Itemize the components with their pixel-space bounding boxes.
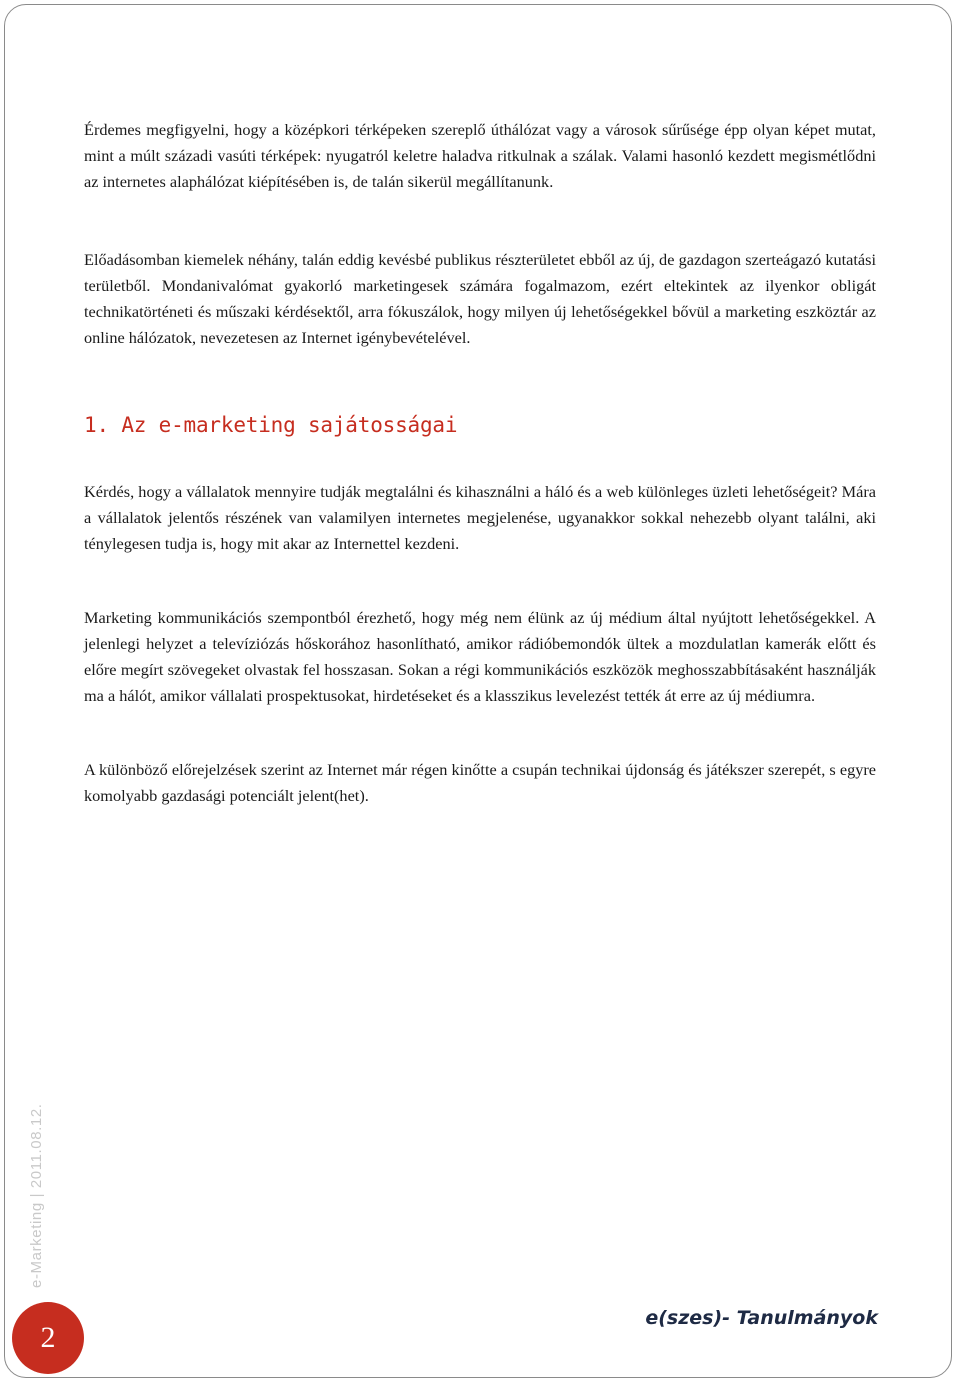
paragraph-presentation-intro: Előadásomban kiemelek néhány, talán eddig kevésbé publikus részterületet ebből az új, de gazdagon szerteágazó kutatási területből. Mondanivalómat gyakorló marketingesek számára fogalmazom, ezért eltekintek az ilyenkor obligát technikatörténeti és műszaki kérdésektől, arra fókuszálok, hogy milyen új lehetőségekkel bővül a marketing eszköztár az online hálózatok, nevezetesen az Internet igénybevételével. xyxy=(84,250,876,347)
section-heading: 1. Az e-marketing sajátosságai xyxy=(84,413,458,437)
paragraph-company-opportunities: Kérdés, hogy a vállalatok mennyire tudják megtalálni és kihasználni a háló és a web különleges üzleti lehetőségeit? Mára a vállalatok jelentős részének van valamilyen internetes megjelenése, ugyanakkor sokkal nehezebb olyant találni, aki ténylegesen tudja is, hogy mit akar az Internettel kezdeni. xyxy=(84,482,876,553)
paragraph-forecasts: A különböző előrejelzések szerint az Internet már régen kinőtte a csupán technikai újdonság és játékszer szerepét, s egyre komolyabb gazdasági potenciált jelent(het). xyxy=(84,760,876,805)
footer-title: e(szes)- Tanulmányok xyxy=(645,1307,878,1329)
side-label: e-Marketing | 2011.08.12. xyxy=(28,1103,45,1288)
page-number: 2 xyxy=(12,1302,84,1374)
paragraph-medieval-maps: Érdemes megfigyelni, hogy a középkori térképeken szereplő úthálózat vagy a városok sűrűsége épp olyan képet mutat, mint a múlt századi vasúti térképek: nyugatról keletre haladva ritkulnak a szálak. Valami hasonló kezdett megismétlődni az internetes alaphálózat kiépítésében is, de talán sikerül megállítanunk. xyxy=(84,120,876,191)
page-content xyxy=(84,117,876,809)
paragraph-marketing-communication: Marketing kommunikációs szempontból érezhető, hogy még nem élünk az új médium által nyújtott lehetőségekkel. A jelenlegi helyzet a televíziózás hőskorához hasonlítható, amikor rádióbemondók ültek a mozdulatlan kamerák előtt és előre megírt szövegeket olvastak fel hosszasan. Sokan a régi kommunikációs eszközök meghosszabbításaként használják ma a hálót, amikor vállalati prospektusokat, hirdetéseket és a klasszikus levelezést tették át erre az új médiumra. xyxy=(84,608,876,705)
